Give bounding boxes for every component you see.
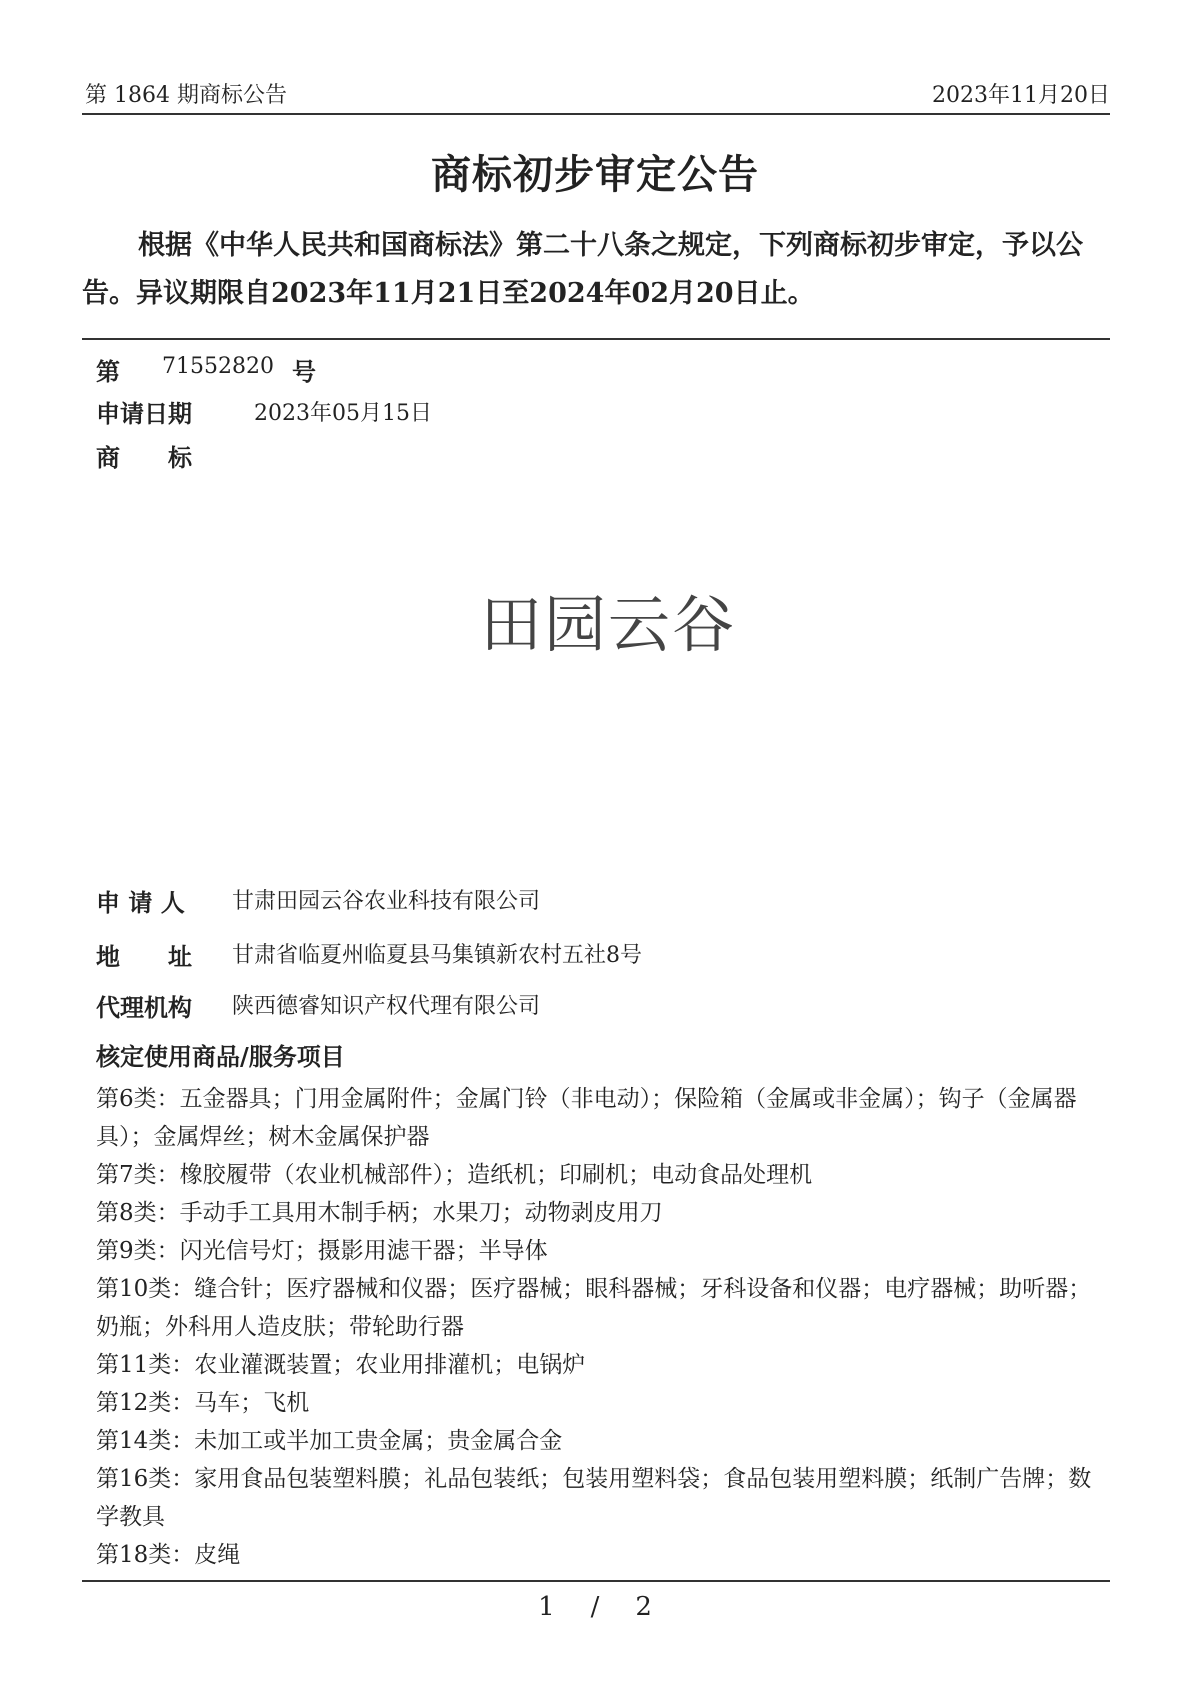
number-label-pre: 第 (96, 357, 120, 386)
mark-label: 商 标 (96, 443, 192, 472)
applicant-value: 甘肃田园云谷农业科技有限公司 (232, 889, 541, 914)
header-issue: 第 1864 期商标公告 (85, 83, 287, 108)
header-rule (82, 113, 1110, 115)
page-current: 1 (538, 1592, 555, 1622)
page-total: 2 (635, 1592, 652, 1622)
page-separator: / (590, 1592, 600, 1622)
goods-label: 核定使用商品/服务项目 (96, 1042, 345, 1071)
goods-class-16: 第16类：家用食品包装塑料膜；礼品包装纸；包装用塑料袋；食品包装用塑料膜；纸制广告牌；数学教具 (96, 1466, 1092, 1530)
agent-label: 代理机构 (96, 993, 192, 1022)
header-date: 2023年11月20日 (932, 83, 1110, 108)
goods-class-12: 第12类：马车；飞机 (96, 1390, 310, 1416)
registration-number: 71552820 (162, 354, 274, 379)
goods-class-14: 第14类：未加工或半加工贵金属；贵金属合金 (96, 1428, 563, 1454)
application-date: 2023年05月15日 (254, 401, 432, 426)
footer-rule (82, 1580, 1110, 1582)
number-label-post: 号 (292, 357, 316, 386)
page-title: 商标初步审定公告 (431, 151, 759, 198)
goods-class-18: 第18类：皮绳 (96, 1542, 241, 1568)
goods-list (96, 1080, 1106, 1574)
date-label: 申请日期 (96, 399, 192, 428)
section-rule (82, 338, 1110, 340)
intro-paragraph: 根据《中华人民共和国商标法》第二十八条之规定，下列商标初步审定，予以公告。异议期限自2023年11月21日至2024年02月20日止。 (82, 230, 1083, 309)
goods-class-10: 第10类：缝合针；医疗器械和仪器；医疗器械；眼科器械；牙科设备和仪器；电疗器械；助听器；奶瓶；外科用人造皮肤；带轮助行器 (96, 1276, 1092, 1340)
pagination (0, 1592, 1190, 1622)
applicant-label: 申 请 人 (96, 888, 185, 917)
goods-class-7: 第7类：橡胶履带（农业机械部件）；造纸机；印刷机；电动食品处理机 (96, 1162, 813, 1188)
goods-class-6: 第6类：五金器具；门用金属附件；金属门铃（非电动）；保险箱（金属或非金属）；钩子（金属器具）；金属焊丝；树木金属保护器 (96, 1086, 1077, 1150)
agent-value: 陕西德睿知识产权代理有限公司 (232, 994, 541, 1019)
address-value: 甘肃省临夏州临夏县马集镇新农村五社8号 (232, 943, 642, 968)
address-label: 地 址 (96, 942, 192, 971)
trademark-text: 田园云谷 (480, 588, 737, 661)
goods-class-11: 第11类：农业灌溉装置；农业用排灌机；电锅炉 (96, 1352, 586, 1378)
goods-class-8: 第8类：手动手工具用木制手柄；水果刀；动物剥皮用刀 (96, 1200, 663, 1226)
goods-class-9: 第9类：闪光信号灯；摄影用滤干器；半导体 (96, 1238, 548, 1264)
